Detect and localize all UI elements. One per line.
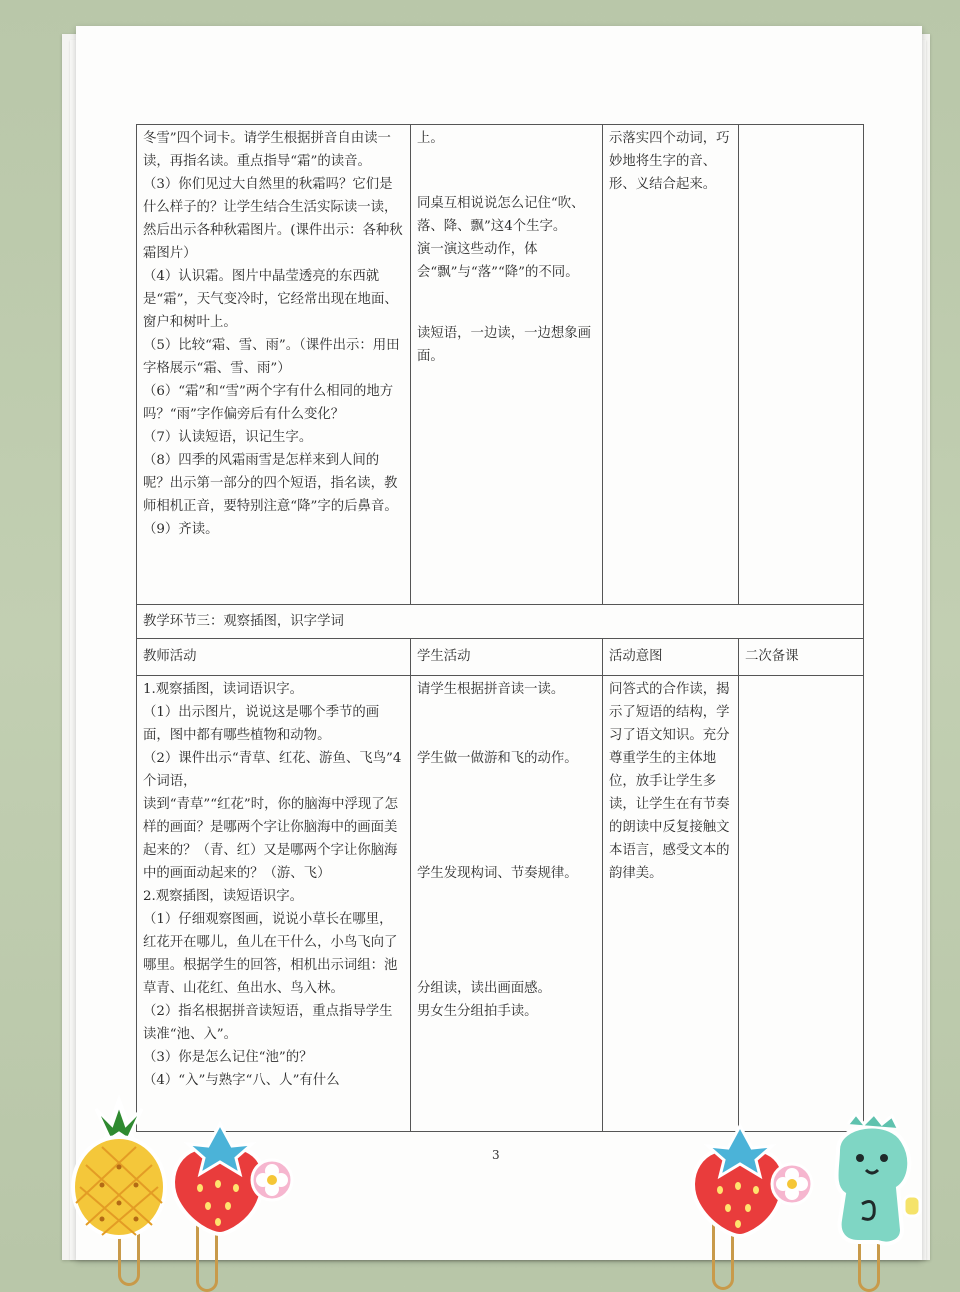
header-student: 学生活动 (411, 639, 603, 676)
second-prep-cell (739, 125, 864, 605)
teacher-paragraph: （3）你是怎么记住“池”的？ (143, 1050, 313, 1065)
teacher-paragraph: （4）“入”与熟字“八、人”有什么 (143, 1073, 340, 1088)
dinosaur-clip-icon (818, 1110, 928, 1250)
student-paragraph: 读短语，一边读，一边想象画面。 (417, 326, 592, 364)
strawberry-clip-icon (680, 1120, 820, 1240)
table-row (137, 676, 864, 1132)
header-teacher: 教师活动 (137, 639, 411, 676)
teacher-paragraph: （4）认识霜。图片中晶莹透亮的东西就是“霜”，天气变冷时，它经常出现在地面、窗户和树叶上。 (143, 269, 398, 330)
teacher-activity-cell (137, 125, 411, 605)
lesson-plan-table (136, 124, 864, 1132)
teacher-paragraph: （6）“霜”和“雪”两个字有什么相同的地方吗？“雨”字作偏旁后有什么变化？ (143, 384, 394, 422)
intent-cell (603, 125, 739, 605)
student-activity-cell (411, 676, 603, 1132)
section-title-cell (137, 605, 864, 639)
teacher-paragraph: 冬雪”四个词卡。请学生根据拼音自由读一读，再指名读。重点指导“霜”的读音。 (143, 131, 391, 169)
header-second-prep: 二次备课 (739, 639, 864, 676)
section-title: 教学环节三：观察插图，识字学词 (143, 614, 344, 629)
teacher-paragraph: （8）四季的风霜雨雪是怎样来到人间的呢？出示第一部分的四个短语，指名读，教师相机正音，要特别注意“降”字的后鼻音。 (143, 453, 398, 514)
second-prep-cell (739, 676, 864, 1132)
teacher-paragraph: （1）仔细观察图画，说说小草长在哪里，红花开在哪儿，鱼儿在干什么，小鸟飞向了哪里。根据学生的回答，相机出示词组：池草青、山花红、鱼出水、鸟入林。 (143, 912, 398, 996)
teacher-paragraph: （1）出示图片，说说这是哪个季节的画面，图中都有哪些植物和动物。 (143, 705, 380, 743)
header-intent: 活动意图 (603, 639, 739, 676)
teacher-paragraph: （2）课件出示“青草、红花、游鱼、飞鸟”4个词语， (143, 751, 402, 789)
teacher-paragraph: （3）你们见过大自然里的秋霜吗？它们是什么样子的？让学生结合生活实际读一读，然后出示各种秋霜图片。(课件出示：各种秋霜图片） (143, 177, 403, 261)
teacher-paragraph: （2）指名根据拼音读短语，重点指导学生读准“池、入”。 (143, 1004, 393, 1042)
table-row (137, 125, 864, 605)
student-paragraph: 同桌互相说说怎么记住“吹、落、降、飘”这4个生字。 (417, 196, 585, 234)
strawberry-clip-icon (160, 1118, 300, 1238)
teacher-paragraph: （9）齐读。 (143, 522, 219, 537)
student-paragraph: 上。 (417, 131, 444, 146)
teacher-paragraph: 1.观察插图，读词语识字。 (143, 682, 304, 697)
intent-paragraph: 示落实四个动词，巧妙地将生字的音、形、义结合起来。 (609, 131, 730, 192)
table-header-row (137, 639, 864, 676)
teacher-paragraph: 读到“青草”“红花”时，你的脑海中浮现了怎样的画面？是哪两个字让你脑海中的画面美起来的？（青、红）又是哪两个字让你脑海中的画面动起来的？（游、飞） (143, 797, 399, 881)
student-paragraph: 分组读，读出画面感。 (417, 981, 551, 996)
student-paragraph: 学生做一做游和飞的动作。 (417, 751, 578, 766)
document-page (76, 26, 922, 1260)
intent-paragraph: 问答式的合作读，揭示了短语的结构，学习了语文知识。充分尊重学生的主体地位，放手让学生多读，让学生在有节奏的朗读中反复接触文本语言，感受文本的韵律美。 (609, 682, 730, 881)
teacher-activity-cell (137, 676, 411, 1132)
intent-cell (603, 676, 739, 1132)
student-activity-cell (411, 125, 603, 605)
table-row (137, 605, 864, 639)
teacher-paragraph: （7）认读短语，识记生字。 (143, 430, 313, 445)
page-number: 3 (492, 1148, 500, 1162)
pineapple-clip-icon (66, 1095, 172, 1240)
student-paragraph: 请学生根据拼音读一读。 (417, 682, 565, 697)
teacher-paragraph: （5）比较“霜、雪、雨”。（课件出示：用田字格展示“霜、雪、雨”） (143, 338, 400, 376)
teacher-paragraph: 2.观察插图，读短语识字。 (143, 889, 304, 904)
student-paragraph: 男女生分组拍手读。 (417, 1004, 538, 1019)
student-paragraph: 学生发现构词、节奏规律。 (417, 866, 578, 881)
student-paragraph: 演一演这些动作，体会“飘”与“落”“降”的不同。 (417, 242, 579, 280)
